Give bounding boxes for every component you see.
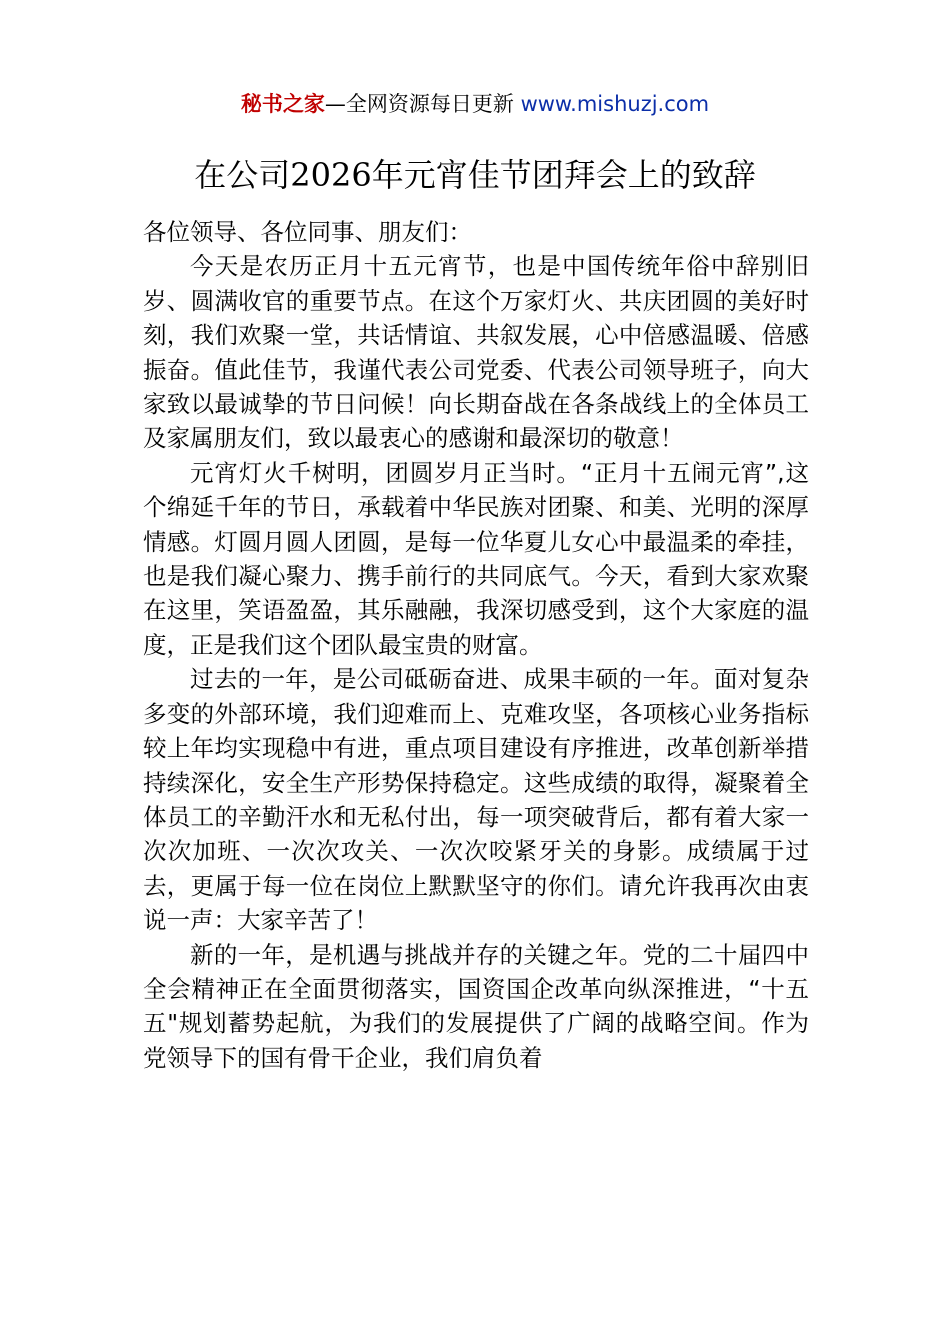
site-name: 秘书之家 [240,92,325,116]
site-url-link[interactable]: www.mishuzj.com [520,92,710,116]
salutation: 各位领导、各位同事、朋友们： [143,218,472,246]
site-header [0,88,950,120]
site-tagline: —全网资源每日更新 [324,92,521,116]
paragraph-3: 过去的一年，是公司砥砺奋进、成果丰硕的一年。面对复杂多变的外部环境，我们迎难而上、克难攻坚，各项核心业务指标较上年均实现稳中有进，重点项目建设有序推进，改革创新举措持续深化，安全生产形势保持稳定。这些成绩的取得，凝聚着全体员工的辛勤汗水和无私付出，每一项突破背后，都有着大家一次次加班、一次次攻关、一次次咬紧牙关的身影。成绩属于过去，更属于每一位在岗位上默默坚守的你们。请允许我再次由衷说一声：大家辛苦了！ [143,665,809,935]
document-title: 在公司2026年元宵佳节团拜会上的致辞 [194,156,756,194]
paragraph-1: 今天是农历正月十五元宵节，也是中国传统年俗中辞别旧岁、圆满收官的重要节点。在这个万家灯火、共庆团圆的美好时刻，我们欢聚一堂，共话情谊、共叙发展，心中倍感温暖、倍感振奋。值此佳节，我谨代表公司党委、代表公司领导班子，向大家致以最诚挚的节日问候！向长期奋战在各条战线上的全体员工及家属朋友们，致以最衷心的感谢和最深切的敬意！ [143,252,809,453]
paragraph-4: 新的一年，是机遇与挑战并存的关键之年。党的二十届四中全会精神正在全面贯彻落实，国资国企改革向纵深推进，“十五五"规划蓄势起航，为我们的发展提供了广阔的战略空间。作为党领导下的国有骨干企业，我们肩负着 [143,940,809,1072]
paragraph-2: 元宵灯火千树明，团圆岁月正当时。“正月十五闹元宵”,这个绵延千年的节日，承载着中华民族对团聚、和美、光明的深厚情感。灯圆月圆人团圆，是每一位华夏儿女心中最温柔的牵挂，也是我们凝心聚力、携手前行的共同底气。今天，看到大家欢聚在这里，笑语盈盈，其乐融融，我深切感受到，这个大家庭的温度，正是我们这个团队最宝贵的财富。 [143,458,809,659]
document-body [143,215,809,1075]
